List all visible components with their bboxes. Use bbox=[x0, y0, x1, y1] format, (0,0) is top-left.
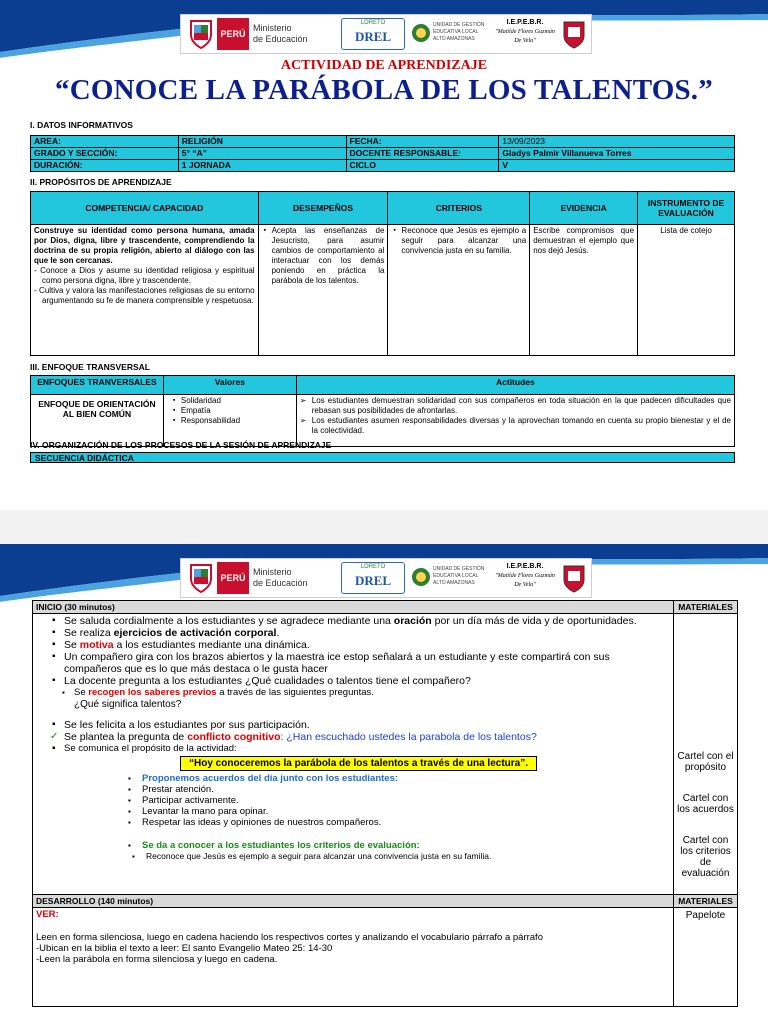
datos-key: DOCENTE RESPONSABLE: bbox=[346, 148, 499, 160]
proposito-box: “Hoy conoceremos la parábola de los talentos a través de una lectura”. bbox=[180, 756, 537, 771]
datos-value: V bbox=[499, 160, 735, 172]
col-header: INSTRUMENTO DE EVALUACIÓN bbox=[638, 192, 735, 225]
col-header: Valores bbox=[163, 376, 296, 395]
col-header: EVIDENCIA bbox=[530, 192, 638, 225]
minedu-line2: de Educación bbox=[253, 578, 308, 588]
datos-table bbox=[30, 135, 735, 172]
datos-value: 5° “A” bbox=[178, 148, 346, 160]
ver-label: VER: bbox=[36, 909, 59, 920]
enfoque-row bbox=[31, 395, 735, 447]
ugel-logo bbox=[409, 18, 489, 50]
enfoque-name: ENFOQUE DE ORIENTACIÓN AL BIEN COMÚN bbox=[31, 395, 164, 447]
school-name: "Matilde Flores Guzmán De Vela" bbox=[495, 573, 555, 588]
materiales-header: MATERIALES bbox=[674, 601, 738, 614]
drel-label: DREL bbox=[354, 573, 392, 588]
desarrollo-text: Leen en forma silenciosa, luego en cadena haciendo los respectivos cortes y analizando el vocabulario párrafo a párrafo bbox=[36, 932, 543, 943]
inicio-materiales bbox=[674, 614, 738, 895]
school-crest-icon bbox=[561, 18, 587, 50]
capacidad-item: - Conoce a Dios y asume su identidad religiosa y espiritual como persona digna, libre y trascendente. bbox=[34, 266, 255, 285]
valores-cell bbox=[163, 395, 296, 447]
page-gap bbox=[0, 510, 768, 544]
evidencia-cell: Escribe compromisos que demuestran el ejemplo que nos dejó Jesús. bbox=[530, 225, 638, 356]
col-header: ENFOQUES TRANVERSALES bbox=[31, 376, 164, 395]
page-2 bbox=[0, 544, 768, 1024]
desarrollo-row bbox=[33, 908, 738, 1007]
datos-key: AREA: bbox=[31, 136, 179, 148]
inicio-row bbox=[33, 614, 738, 895]
desarrollo-header: DESARROLLO (140 minutos) bbox=[33, 895, 674, 908]
peru-label: PERÚ bbox=[217, 18, 249, 50]
col-header: Actitudes bbox=[296, 376, 734, 395]
minedu-logo bbox=[253, 562, 317, 594]
ugel-emblem-icon bbox=[411, 22, 431, 44]
criterio-text: ▪ Reconoce que Jesús es ejemplo a seguir para alcanzar una convivencia justa en su familia. bbox=[401, 226, 526, 256]
valor-item: ▪ Responsabilidad bbox=[181, 416, 293, 426]
drel-logo bbox=[341, 562, 405, 594]
inicio-item: ▪ Se motiva a los estudiantes mediante una dinámica. bbox=[52, 639, 310, 651]
school-crest-icon bbox=[561, 562, 587, 594]
acuerdos-title: ▪ Proponemos acuerdos del día junto con los estudiantes: bbox=[128, 773, 399, 784]
datos-row bbox=[31, 148, 735, 160]
datos-heading: I. DATOS INFORMATIVOS bbox=[30, 120, 133, 130]
datos-key: GRADO Y SECCIÓN: bbox=[31, 148, 179, 160]
acuerdo-item: ▪ Levantar la mano para opinar. bbox=[128, 806, 269, 817]
col-header: CRITERIOS bbox=[388, 192, 530, 225]
inicio-item: ▪ Se les felicita a los estudiantes por sus participación. bbox=[52, 719, 310, 731]
peru-shield-icon bbox=[187, 562, 215, 594]
capacidad-item: - Cultiva y valora las manifestaciones religiosas de su entorno argumentando su fe de manera comprensible y respetuosa. bbox=[34, 286, 255, 305]
criterio-item: ▪ Reconoce que Jesús es ejemplo a seguir para alcanzar una convivencia justa en su familia. bbox=[132, 851, 492, 861]
inicio-item: ▪ Se recogen los saberes previos a través de las siguientes preguntas. bbox=[62, 687, 374, 698]
inicio-item: ▪ Se saluda cordialmente a los estudiantes y se agradece mediante una oración por un día más de vida y de oportunidades. bbox=[52, 615, 637, 627]
acuerdo-item: ▪ Prestar atención. bbox=[128, 784, 214, 795]
desarrollo-text: -Leen la parábola en forma silenciosa y luego en cadena. bbox=[36, 954, 278, 965]
drel-top: LORETO bbox=[360, 564, 386, 570]
actitud-item bbox=[300, 396, 731, 416]
actitud-item bbox=[300, 416, 731, 436]
enfoque-heading: III. ENFOQUE TRANSVERSAL bbox=[30, 362, 150, 372]
desarrollo-material: Papelote bbox=[674, 908, 738, 1007]
competencia-text: Construye su identidad como persona humana, amada por Dios, digna, libre y trascendente, comprendiendo la doctrina de su propia religión, abierto al diálogo con las que le son cercanas. bbox=[34, 226, 255, 265]
criterio-cell bbox=[388, 225, 530, 356]
arrow-icon: ➢ bbox=[299, 416, 307, 425]
ugel-text: UNIDAD DE GESTIÓN EDUCATIVA LOCAL ALTO AMAZONAS bbox=[433, 22, 485, 42]
school-logo-text bbox=[493, 18, 557, 50]
inicio-header: INICIO (30 minutos) bbox=[33, 601, 674, 614]
inicio-content bbox=[33, 614, 674, 895]
desarrollo-content bbox=[33, 908, 674, 1007]
school-code: I.E.P.E.B.R. bbox=[506, 563, 544, 570]
inicio-question: ¿Qué significa talentos? bbox=[74, 699, 182, 710]
datos-value: 13/09/2023 bbox=[499, 136, 735, 148]
arrow-icon: ➢ bbox=[299, 396, 307, 405]
page-1 bbox=[0, 0, 768, 510]
check-icon: ✓ bbox=[50, 731, 59, 742]
col-header: DESEMPEÑOS bbox=[258, 192, 388, 225]
organizacion-heading: IV. ORGANIZACIÓN DE LOS PROCESOS DE LA SESIÓN DE APRENDIZAJE bbox=[30, 440, 332, 450]
instrumento-cell: Lista de cotejo bbox=[638, 225, 735, 356]
propositos-row bbox=[31, 225, 735, 356]
drel-top: LORETO bbox=[360, 20, 386, 26]
actitud-text: Los estudiantes demuestran solidaridad con sus compañeros en toda situación en la que padecen dificultades que rebasan sus posibilidades de afrontarlas. bbox=[311, 396, 731, 415]
activity-title: “CONOCE LA PARÁBOLA DE LOS TALENTOS.” bbox=[55, 74, 713, 106]
competencia-cell bbox=[31, 225, 259, 356]
ugel-logo bbox=[409, 562, 489, 594]
enfoque-header-row bbox=[31, 376, 735, 395]
acuerdo-item: ▪ Participar activamente. bbox=[128, 795, 239, 806]
drel-label: DREL bbox=[354, 29, 392, 44]
datos-key: DURACIÓN: bbox=[31, 160, 179, 172]
datos-key: FECHA: bbox=[346, 136, 499, 148]
inicio-item: ▪ La docente pregunta a los estudiantes ¿Qué cualidades o talentos tiene el compañero? bbox=[52, 675, 471, 687]
secuencia-table bbox=[32, 600, 738, 1007]
school-logo-text bbox=[493, 562, 557, 594]
school-name: "Matilde Flores Guzmán De Vela" bbox=[495, 29, 555, 44]
inicio-item: ▪ Se realiza ejercicios de activación corporal. bbox=[52, 627, 280, 639]
minedu-line1: Ministerio bbox=[253, 23, 292, 33]
desempeno-text: ▪ Acepta las enseñanzas de Jesucristo, para asumir cambios de comportamiento al interactuar con los demás poniendo en práctica la parábola de los talentos. bbox=[272, 226, 385, 286]
proposito-row bbox=[36, 756, 670, 771]
datos-value: 1 JORNADA bbox=[178, 160, 346, 172]
inicio-item: ▪ Un compañero gira con los brazos abiertos y la maestra ice estop señalará a un estudiante y este compartirá con sus compañeros que es lo que más destaca o le gusta hacer bbox=[52, 651, 610, 675]
materiales-header: MATERIALES bbox=[674, 895, 738, 908]
institution-logos bbox=[180, 14, 592, 54]
actitud-text: Los estudiantes asumen responsabilidades diversas y la aprovechan tomando en cuenta su propio bienestar y el de la colectividad. bbox=[311, 416, 731, 435]
minedu-logo bbox=[253, 18, 317, 50]
datos-row bbox=[31, 160, 735, 172]
ugel-emblem-icon bbox=[411, 566, 431, 588]
material-item: Cartel con los acuerdos bbox=[677, 793, 734, 815]
institution-logos bbox=[180, 558, 592, 598]
datos-row bbox=[31, 136, 735, 148]
school-code: I.E.P.E.B.R. bbox=[506, 19, 544, 26]
actitudes-cell bbox=[296, 395, 734, 447]
activity-subtitle: ACTIVIDAD DE APRENDIZAJE bbox=[280, 58, 488, 73]
secuencia-bar: SECUENCIA DIDÁCTICA bbox=[30, 452, 735, 463]
propositos-heading: II. PROPÓSITOS DE APRENDIZAJE bbox=[30, 177, 172, 187]
desarrollo-text: -Ubican en la biblia el texto a leer: El santo Evangelio Mateo 25: 14-30 bbox=[36, 943, 333, 954]
inicio-header-row bbox=[33, 601, 738, 614]
col-header: COMPETENCIA/ CAPACIDAD bbox=[31, 192, 259, 225]
valor-item: ▪ Empatía bbox=[181, 406, 293, 416]
peru-label: PERÚ bbox=[217, 562, 249, 594]
material-item: Cartel con el propósito bbox=[677, 751, 734, 773]
enfoque-table bbox=[30, 375, 735, 447]
peru-shield-icon bbox=[187, 18, 215, 50]
propositos-table bbox=[30, 191, 735, 356]
datos-key: CICLO bbox=[346, 160, 499, 172]
datos-value: Gladys Palmir Villanueva Torres bbox=[499, 148, 735, 160]
valor-item: ▪ Solidaridad bbox=[181, 396, 293, 406]
datos-value: RELIGIÓN bbox=[178, 136, 346, 148]
drel-logo bbox=[341, 18, 405, 50]
desarrollo-header-row bbox=[33, 895, 738, 908]
desempeno-cell bbox=[258, 225, 388, 356]
ugel-text: UNIDAD DE GESTIÓN EDUCATIVA LOCAL ALTO AMAZONAS bbox=[433, 566, 485, 586]
minedu-line2: de Educación bbox=[253, 34, 308, 44]
inicio-item: ▪ Se comunica el propósito de la actividad: bbox=[52, 743, 237, 754]
inicio-item: ✓ Se plantea la pregunta de conflicto cognitivo: ¿Han escuchado ustedes la parabola de los talentos? bbox=[50, 731, 537, 743]
propositos-header-row bbox=[31, 192, 735, 225]
criterios-title: ▪ Se da a conocer a los estudiantes los criterios de evaluación: bbox=[128, 840, 420, 851]
minedu-line1: Ministerio bbox=[253, 567, 292, 577]
material-item: Cartel con los criterios de evaluación bbox=[680, 835, 731, 879]
acuerdo-item: ▪ Respetar las ideas y opiniones de nuestros compañeros. bbox=[128, 817, 382, 828]
